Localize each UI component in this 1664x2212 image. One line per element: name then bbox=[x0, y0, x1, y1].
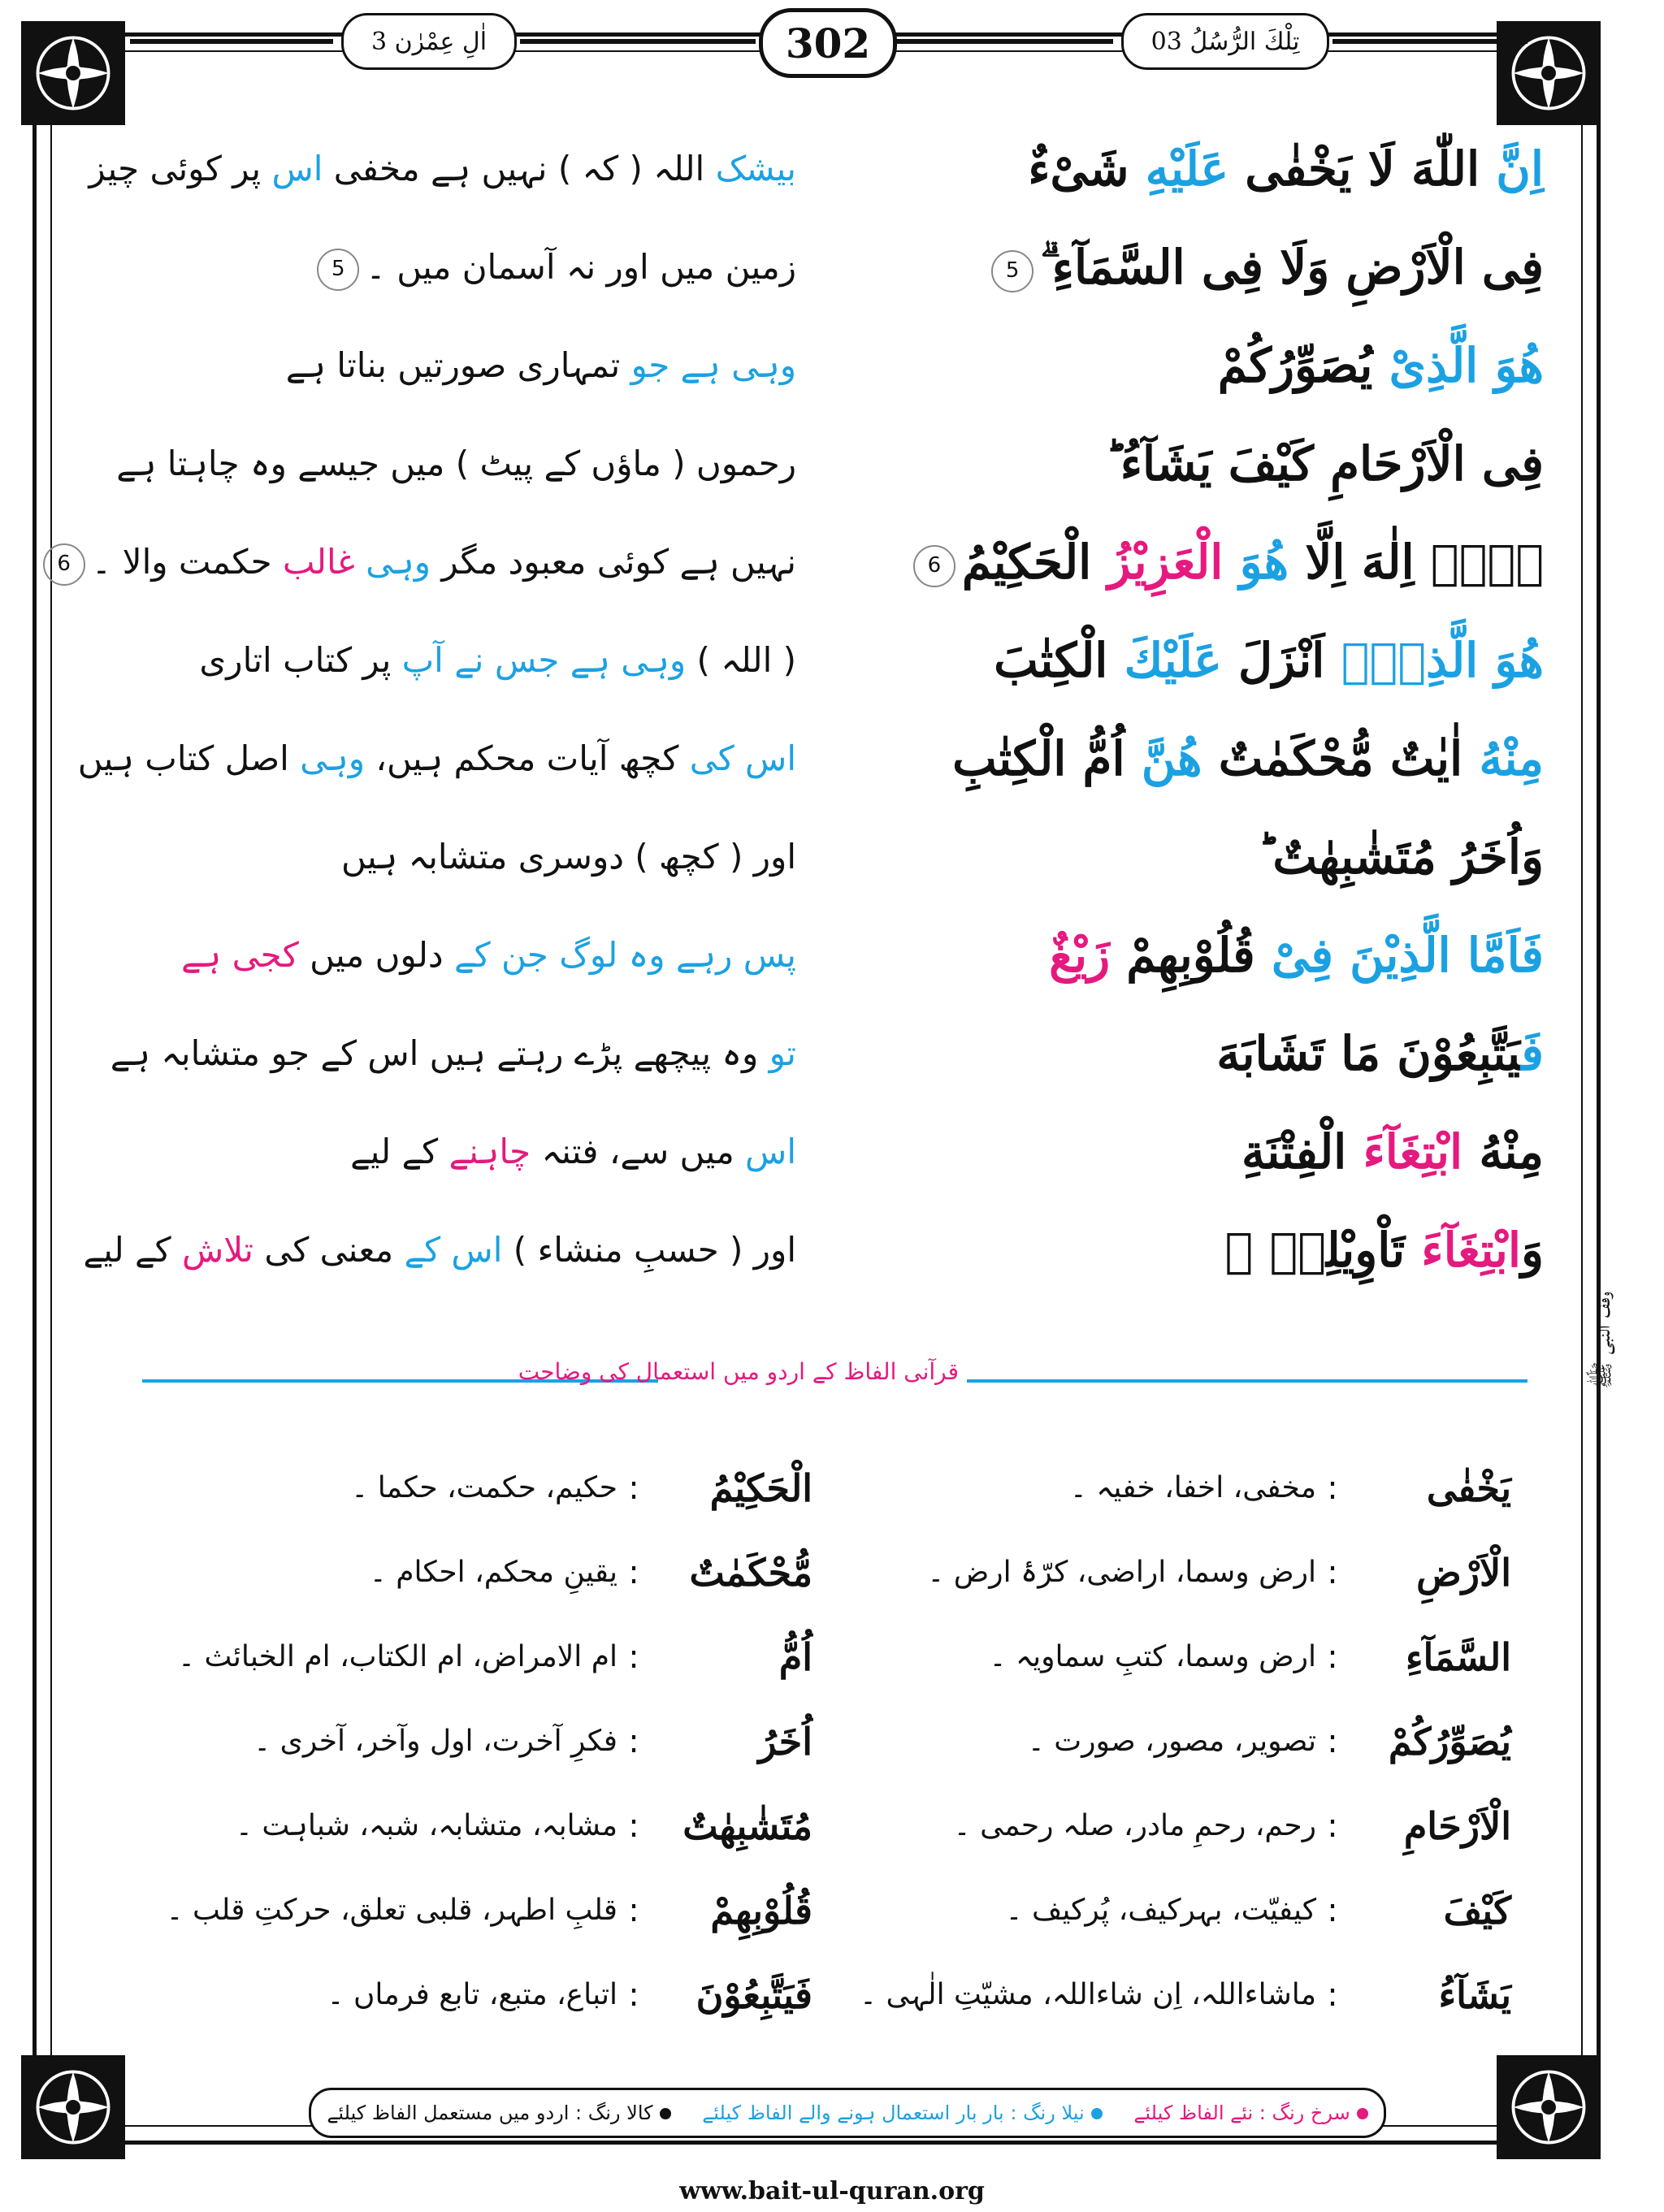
urdu-translation bbox=[179, 220, 796, 314]
glossary-entry bbox=[861, 1794, 1511, 1859]
urdu-segment: زمین میں اور نہ آسمان میں ۔ bbox=[366, 247, 796, 287]
verse-row bbox=[116, 417, 1544, 511]
urdu-segment: کے لیے bbox=[350, 1132, 449, 1171]
arabic-segment: فَاَمَّا الَّذِيْنَ فِىْ bbox=[1271, 928, 1544, 983]
legend-blue: نیلا رنگ : بار بار استعمال ہونے والے الفاظ کیلئے bbox=[702, 2102, 1103, 2124]
glossary-term: فَيَتَّبِعُوْنَ bbox=[696, 1973, 812, 2017]
glossary-term: الْحَكِيْمُ bbox=[709, 1466, 812, 1510]
urdu-segment: ( اللہ ) bbox=[686, 640, 796, 680]
arabic-segment: مِنْهُ bbox=[1479, 1124, 1544, 1180]
urdu-segment: پر کتاب اتاری bbox=[199, 640, 402, 680]
arabic-segment: فِى الْاَرْضِ وَلَا فِى السَّمَآءِ ۗ bbox=[1040, 240, 1544, 295]
glossary-entry bbox=[861, 1540, 1511, 1605]
arabic-segment: هُوَ bbox=[1239, 535, 1289, 590]
urdu-segment: اس bbox=[271, 149, 323, 188]
urdu-translation bbox=[89, 122, 796, 216]
glossary-entry bbox=[861, 1456, 1511, 1521]
glossary-meaning: حکیم، حکمت، حکما ۔ bbox=[351, 1471, 618, 1504]
glossary-colon: : bbox=[1327, 1470, 1338, 1507]
black-dot-icon bbox=[660, 2108, 671, 2119]
arabic-segment: عَلَيْكَ bbox=[1124, 633, 1222, 688]
corner-ornament-icon bbox=[21, 21, 125, 125]
urdu-segment: اللہ ( کہ ) نہیں ہے مخفی bbox=[323, 149, 716, 188]
glossary-term: اُخَرُ bbox=[758, 1720, 812, 1764]
urdu-segment: صورتیں بناتا ہے bbox=[285, 345, 507, 385]
arabic-verse bbox=[845, 1203, 1544, 1297]
glossary-colon: : bbox=[628, 1807, 639, 1845]
arabic-segment: لَاۤ اِلٰهَ اِلَّا bbox=[1289, 535, 1544, 590]
header-rule bbox=[1332, 39, 1528, 44]
arabic-segment: الْفِتْنَةِ bbox=[1242, 1124, 1363, 1180]
urdu-segment: وہی bbox=[300, 738, 366, 778]
section-title: قرآنی الفاظ کے اردو میں استعمال کی وضاحت bbox=[518, 1358, 959, 1385]
urdu-segment: تمہاری bbox=[506, 345, 631, 385]
color-legend bbox=[309, 2088, 1386, 2138]
arabic-verse bbox=[845, 417, 1544, 511]
glossary-entry bbox=[162, 1540, 812, 1605]
urdu-segment: اس کی bbox=[689, 738, 796, 778]
glossary-colon: : bbox=[1327, 1638, 1338, 1676]
glossary-meaning: اتباع، متبع، تابع فرماں ۔ bbox=[327, 1978, 618, 2011]
arabic-verse bbox=[845, 1006, 1544, 1101]
header-rule bbox=[894, 39, 1113, 44]
urdu-segment: نہیں ہے کوئی معبود مگر bbox=[430, 542, 796, 582]
arabic-segment: اُمُّ الْكِتٰبِ bbox=[952, 731, 1142, 786]
verse-row bbox=[110, 1006, 1544, 1101]
urdu-segment: وہی bbox=[366, 542, 431, 582]
glossary-entry bbox=[861, 1709, 1511, 1774]
verse-row bbox=[130, 1105, 1544, 1199]
ayah-end-marker: 5 bbox=[317, 249, 359, 291]
urdu-segment: دلوں میں bbox=[298, 935, 454, 975]
verse-row bbox=[130, 220, 1544, 314]
urdu-segment: اور ( کچھ ) دوسری متشابہ ہیں bbox=[341, 837, 796, 877]
glossary-meaning: مخفی، اخفا، خفیہ ۔ bbox=[1069, 1471, 1316, 1504]
glossary-entry bbox=[861, 1878, 1511, 1943]
glossary-colon: : bbox=[628, 1554, 639, 1591]
glossary-term: قُلُوْبِهِمْ bbox=[710, 1889, 812, 1933]
arabic-segment: مِنْهُ bbox=[1479, 731, 1544, 786]
glossary-meaning: ارض وسما، اراضی، کرّۂ ارض ۔ bbox=[927, 1556, 1316, 1589]
urdu-segment: کے لیے bbox=[83, 1230, 182, 1270]
arabic-segment: هُوَ الَّذِىْ bbox=[1389, 338, 1544, 393]
glossary-colon: : bbox=[1327, 1807, 1338, 1845]
arabic-verse bbox=[845, 122, 1544, 216]
legend-red: سرخ رنگ : نئے الفاظ کیلئے bbox=[1133, 2102, 1367, 2124]
arabic-segment: اللّٰهَ لَا يَخْفٰى bbox=[1228, 141, 1497, 197]
arabic-segment: اِنَّ bbox=[1496, 141, 1544, 197]
glossary-entry bbox=[162, 1794, 812, 1859]
arabic-segment: فِى الْاَرْحَامِ كَيْفَ يَشَآءُ ؕ bbox=[1105, 436, 1544, 491]
glossary-term: الْاَرْحَامِ bbox=[1403, 1804, 1511, 1848]
glossary-entry bbox=[162, 1878, 812, 1943]
section-divider bbox=[967, 1379, 1528, 1383]
glossary-meaning: رحم، رحمِ مادر، صلہ رحمی ۔ bbox=[953, 1809, 1316, 1842]
glossary-entry bbox=[162, 1456, 812, 1521]
arabic-segment: وَ bbox=[1520, 1223, 1544, 1278]
urdu-segment: میں سے، فتنہ bbox=[531, 1132, 746, 1171]
arabic-segment: فَ bbox=[1521, 1026, 1544, 1081]
arabic-segment: تَاْوِيْلِهٖ ۚ bbox=[1224, 1223, 1422, 1278]
glossary-colon: : bbox=[1327, 1554, 1338, 1591]
glossary-term: يَخْفٰى bbox=[1426, 1466, 1511, 1510]
urdu-translation bbox=[179, 1105, 796, 1199]
verse-row bbox=[130, 613, 1544, 708]
legend-black: کالا رنگ : اردو میں مستعمل الفاظ کیلئے bbox=[327, 2102, 670, 2124]
glossary-colon: : bbox=[1327, 1892, 1338, 1929]
verse-row bbox=[89, 122, 1544, 216]
urdu-segment: غالب bbox=[282, 542, 366, 582]
arabic-verse bbox=[845, 515, 1544, 609]
urdu-segment: تلاش bbox=[181, 1230, 254, 1270]
urdu-segment: کچھ آیات محکم ہیں، bbox=[365, 738, 690, 778]
glossary-entry bbox=[861, 1963, 1511, 2028]
header-rule bbox=[130, 39, 333, 44]
glossary-term: يُصَوِّرُكُمْ bbox=[1388, 1720, 1511, 1764]
arabic-segment: يُصَوِّرُكُمْ bbox=[1217, 338, 1389, 393]
urdu-translation bbox=[179, 318, 796, 413]
verse-row bbox=[83, 1203, 1544, 1297]
glossary-term: كَيْفَ bbox=[1443, 1889, 1511, 1933]
waqf-note: وقف النبی ﷺ bbox=[1588, 1292, 1615, 1389]
urdu-segment: وہ پیچھے پڑے رہتے ہیں اس کے جو متشابہ ہے bbox=[110, 1033, 769, 1073]
arabic-segment: هُوَ الَّذِىْۤ bbox=[1341, 633, 1544, 688]
header-rule bbox=[520, 39, 756, 44]
ayah-end-marker: 6 bbox=[43, 543, 85, 586]
glossary-term: الْاَرْضِ bbox=[1416, 1551, 1511, 1595]
urdu-translation bbox=[83, 1203, 796, 1297]
arabic-verse bbox=[845, 318, 1544, 413]
arabic-verse bbox=[845, 712, 1544, 806]
glossary-meaning: قلبِ اطہر، قلبی تعلق، حرکتِ قلب ۔ bbox=[166, 1894, 618, 1927]
urdu-segment: اصل کتاب ہیں bbox=[77, 738, 301, 778]
urdu-translation bbox=[116, 417, 796, 511]
glossary-term: اُمُّ bbox=[778, 1635, 812, 1679]
urdu-segment: تو bbox=[769, 1033, 796, 1073]
arabic-segment: الْكِتٰبَ bbox=[994, 633, 1124, 688]
arabic-segment: ابْتِغَآءَ bbox=[1421, 1223, 1521, 1278]
arabic-segment: قُلُوْبِهِمْ bbox=[1110, 928, 1272, 983]
arabic-segment: هُنَّ bbox=[1141, 731, 1202, 786]
glossary-entry bbox=[162, 1709, 812, 1774]
urdu-segment: کجی ہے bbox=[181, 935, 299, 975]
arabic-segment: عَلَيْهِ bbox=[1145, 141, 1229, 197]
glossary-meaning: یقینِ محکم، احکام ۔ bbox=[369, 1556, 618, 1589]
glossary-colon: : bbox=[1327, 1976, 1338, 2014]
urdu-translation bbox=[110, 1006, 796, 1101]
urdu-segment: وہی ہے جو bbox=[630, 345, 796, 385]
urdu-segment: معنی کی bbox=[253, 1230, 405, 1270]
arabic-verse bbox=[845, 220, 1544, 314]
urdu-segment: رحموں ( ماؤں کے پیٹ ) میں جیسے وہ چاہتا ہے bbox=[116, 444, 796, 483]
corner-ornament-icon bbox=[1497, 21, 1601, 125]
corner-ornament-icon bbox=[21, 2055, 125, 2159]
arabic-verse bbox=[845, 908, 1544, 1002]
verse-row bbox=[57, 515, 1544, 609]
arabic-segment: الْحَكِيْمُ bbox=[961, 535, 1108, 590]
arabic-segment: زَيْغٌ bbox=[1049, 928, 1111, 983]
glossary-entry bbox=[861, 1625, 1511, 1690]
urdu-segment: وہی ہے جس نے آپ bbox=[401, 640, 687, 680]
glossary-colon: : bbox=[628, 1470, 639, 1507]
arabic-verse bbox=[845, 810, 1544, 904]
urdu-segment: بیشک bbox=[715, 149, 796, 188]
glossary-colon: : bbox=[628, 1723, 639, 1760]
arabic-segment: اَنْزَلَ bbox=[1221, 633, 1341, 688]
glossary-meaning: مشابہ، متشابہ، شبہ، شباہت ۔ bbox=[235, 1809, 618, 1842]
glossary-colon: : bbox=[628, 1976, 639, 2014]
urdu-segment: چاہنے bbox=[448, 1132, 531, 1171]
verse-row bbox=[130, 810, 1544, 904]
red-dot-icon bbox=[1357, 2108, 1368, 2119]
blue-dot-icon bbox=[1091, 2108, 1103, 2119]
arabic-segment: الْعَزِيْزُ bbox=[1107, 535, 1240, 590]
glossary-meaning: ام الامراض، ام الکتاب، ام الخبائث ۔ bbox=[177, 1640, 618, 1673]
glossary-term: مُتَشٰبِهٰتٌ bbox=[682, 1804, 812, 1848]
glossary-term: مُّحْكَمٰتٌ bbox=[689, 1551, 812, 1595]
urdu-segment: اس bbox=[745, 1132, 796, 1171]
glossary-colon: : bbox=[628, 1892, 639, 1929]
urdu-segment: اس کے bbox=[404, 1230, 503, 1270]
corner-ornament-icon bbox=[1497, 2055, 1601, 2159]
urdu-segment: اور ( حسبِ منشاء ) bbox=[502, 1230, 796, 1270]
urdu-translation bbox=[57, 515, 796, 609]
glossary-meaning: فکرِ آخرت، اول وآخر، آخری ۔ bbox=[254, 1725, 618, 1758]
juz-badge: تِلْكَ الرُّسُلُ 03 bbox=[1121, 13, 1329, 70]
urdu-translation bbox=[77, 712, 796, 806]
arabic-segment: يَتَّبِعُوْنَ مَا تَشَابَهَ bbox=[1216, 1026, 1522, 1081]
arabic-segment: شَىْءٌ bbox=[1028, 141, 1146, 197]
glossary-meaning: ارض وسما، کتبِ سماویہ ۔ bbox=[989, 1640, 1316, 1673]
ayah-end-marker: 6 bbox=[913, 545, 956, 587]
ayah-end-marker: 5 bbox=[991, 250, 1034, 292]
urdu-segment: حکمت والا ۔ bbox=[91, 542, 283, 582]
urdu-translation bbox=[179, 810, 796, 904]
glossary-term: يَشَآءُ bbox=[1438, 1973, 1511, 2017]
glossary-meaning: تصویر، مصور، صورت ۔ bbox=[1027, 1725, 1316, 1758]
verse-row bbox=[130, 908, 1544, 1002]
glossary-entry bbox=[162, 1625, 812, 1690]
surah-badge: اٰلِ عِمْرٰن 3 bbox=[341, 13, 517, 70]
glossary-entry bbox=[162, 1963, 812, 2028]
arabic-verse bbox=[845, 613, 1544, 708]
urdu-segment: پس رہے وہ لوگ جن کے bbox=[453, 935, 796, 975]
verse-row bbox=[130, 318, 1544, 413]
glossary-colon: : bbox=[1327, 1723, 1338, 1760]
arabic-segment: ابْتِغَآءَ bbox=[1363, 1124, 1480, 1180]
urdu-segment: پر کوئی چیز bbox=[89, 149, 272, 188]
page-number: 302 bbox=[759, 8, 897, 78]
verse-row bbox=[77, 712, 1544, 806]
glossary-meaning: کیفیّت، بہرکیف، پُرکیف ۔ bbox=[1005, 1894, 1316, 1927]
website-link[interactable]: www.bait-ul-quran.org bbox=[679, 2177, 985, 2206]
glossary-colon: : bbox=[628, 1638, 639, 1676]
arabic-segment: اٰيٰتٌ مُّحْكَمٰتٌ bbox=[1202, 731, 1480, 786]
arabic-verse bbox=[845, 1105, 1544, 1199]
arabic-segment: وَاُخَرُ مُتَشٰبِهٰتٌ ؕ bbox=[1257, 829, 1544, 885]
glossary-meaning: ماشاءاللہ، اِن شاءاللہ، مشیّتِ الٰہی ۔ bbox=[859, 1978, 1316, 2011]
glossary-term: السَّمَآءِ bbox=[1405, 1635, 1511, 1679]
urdu-translation bbox=[179, 613, 796, 708]
urdu-translation bbox=[179, 908, 796, 1002]
